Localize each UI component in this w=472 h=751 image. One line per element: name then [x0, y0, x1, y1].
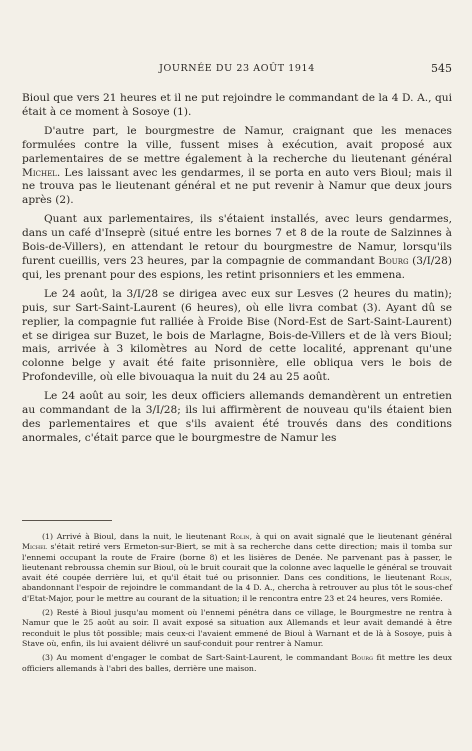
running-head: JOURNÉE DU 23 AOÛT 1914	[159, 63, 315, 74]
person-name: Bourg	[378, 254, 409, 267]
footnote-separator	[22, 520, 112, 521]
footnote-2: (2) Resté à Bioul jusqu'au moment où l'ennemi pénétra dans ce village, le Bourgmestre ne rentra à Namur que le 25 août au soir. Il avait exposé sa situation aux Allemands et leur avait demandé à être reconduit le plus tôt possible; mais ceux-ci l'avaient emmené de Bioul à Warnant et de là à Sosoye, puis à Stave où, enfin, ils lui avaient délivré un sauf-conduit pour rentrer à Namur.	[22, 608, 452, 648]
footnote-3: (3) Au moment d'engager le combat de Sart-Saint-Laurent, le commandant Bourg fit mettre les deux officiers allemands à l'abri des balles, derrière une maison.	[22, 653, 452, 673]
footnotes	[22, 532, 452, 678]
paragraph: Le 24 août au soir, les deux officiers allemands demandèrent un entretien au commandant de la 3/I/28; ils lui affirmèrent de nouveau qu'ils étaient bien des parlementaires et que s'ils avaient été trouvés dans des conditions anormales, c'était parce que le bourgmestre de Namur les	[22, 390, 452, 444]
paragraph: Bioul que vers 21 heures et il ne put rejoindre le commandant de la 4 D. A., qui était à ce moment à Sosoye (1).	[22, 92, 452, 118]
body-text	[22, 92, 452, 451]
footnote-1: (1) Arrivé à Bioul, dans la nuit, le lieutenant Rolin, à qui on avait signalé que le lieutenant général Michel s'était retiré vers Ermeton-sur-Biert, se mit à sa recherche dans cette direction; mais il tomba sur l'ennemi occupant la route de Fraire (borne 8) et les lisières de Denée. Ne parvenant pas à passer, le lieutenant rebroussa chemin sur Bioul, où le bruit courait que la colonne avec laquelle le général se trouvait avait été coupée derrière lui, et qu'il était tué ou prisonnier. Dans ces conditions, le lieutenant Rolin, abandonnant l'espoir de rejoindre le commandant de la 4 D. A., chercha à retrouver au plus tôt le sous-chef d'Etat-Major, pour le mettre au courant de la situation; il le rencontra entre 23 et 24 heures, vers Romiée.	[22, 532, 452, 603]
page-number: 545	[431, 62, 452, 75]
paragraph: Quant aux parlementaires, ils s'étaient installés, avec leurs gendarmes, dans un café d'Inseprè (situé entre les bornes 7 et 8 de la route de Salzinnes à Bois-de-Villers), en attendant le retour du bourgmestre de Namur, lorsqu'ils furent cueillis, vers 23 heures, par la compagnie de commandant Bourg (3/I/28) qui, les prenant pour des espions, les retint prisonniers et les emmena.	[22, 213, 452, 281]
paragraph: D'autre part, le bourgmestre de Namur, craignant que les menaces formulées contre la ville, fussent mises à exécution, avait proposé aux parlementaires de se mettre également à la recherche du lieutenant général Michel. Les laissant avec les gendarmes, il se porta en auto vers Bioul; mais il ne trouva pas le lieutenant général et ne put revenir à Namur que deux jours après (2).	[22, 124, 452, 207]
paragraph: Le 24 août, la 3/I/28 se dirigea avec eux sur Lesves (2 heures du matin); puis, sur Sart-Saint-Laurent (6 heures), où elle livra combat (3). Ayant dû se replier, la compagnie fut ralliée à Froide Bise (Nord-Est de Sart-Saint-Laurent) et se dirigea sur Buzet, le bois de Marlagne, Bois-de-Villers et de là vers Bioul; mais, arrivée à 3 kilomètres au Nord de cette localité, apprenant qu'une colonne belge y avait été faite prisonnière, elle obliqua vers le bois de Profondeville, où elle bivouaqua la nuit du 24 au 25 août.	[22, 287, 452, 384]
person-name: Michel	[22, 166, 57, 179]
page-header	[22, 63, 452, 79]
